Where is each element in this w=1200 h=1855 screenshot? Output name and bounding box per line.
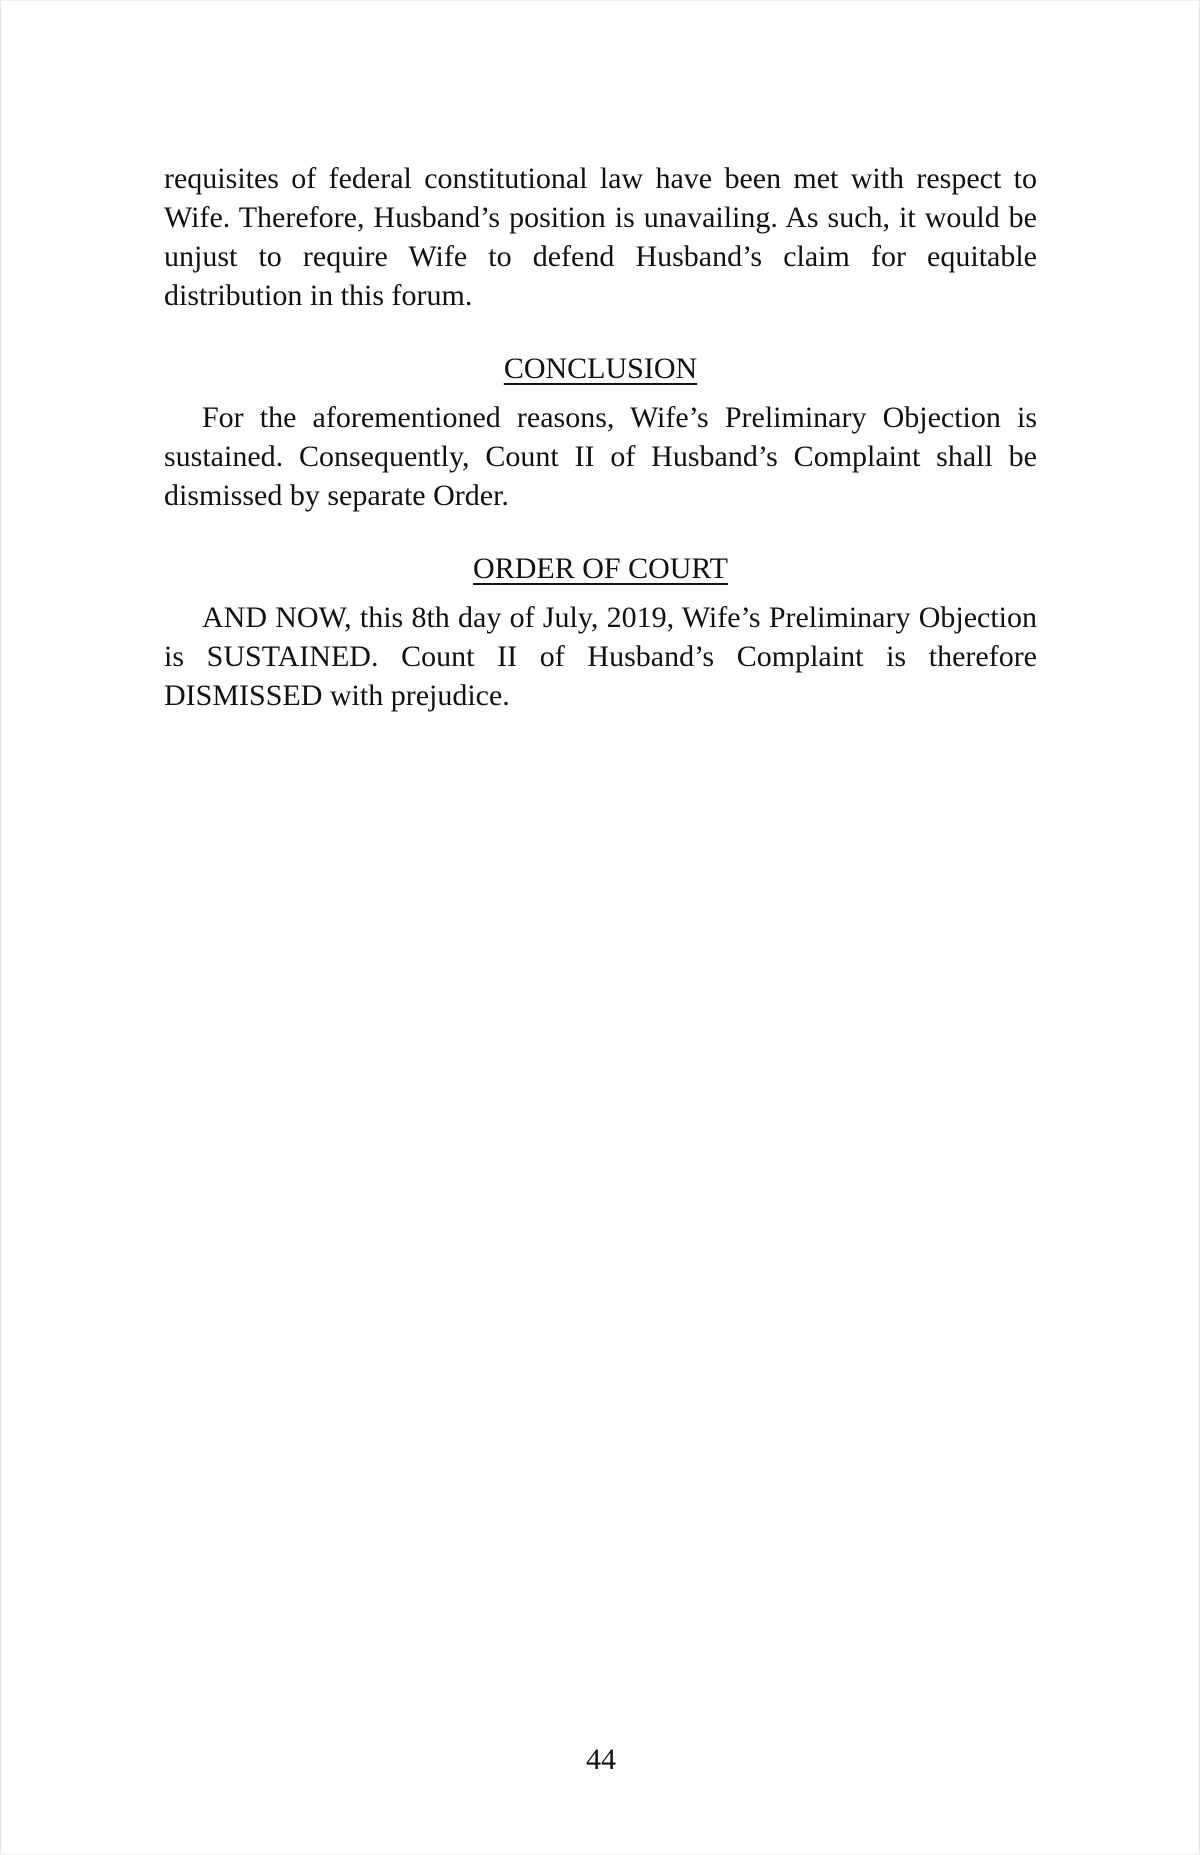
order-of-court-heading: ORDER OF COURT [473,552,728,585]
conclusion-paragraph: For the aforementioned reasons, Wife’s Preliminary Objection is sustained. Consequently, Count II of Husband’s Complaint shall be dismissed by separate Order. [164,401,1037,512]
page-number: 44 [586,1743,616,1776]
order-paragraph: AND NOW, this 8th day of July, 2019, Wife’s Preliminary Objection is SUSTAINED. Count II of Husband’s Complaint is therefore DISMISSED with prejudice. [164,601,1037,712]
conclusion-heading: CONCLUSION [503,352,698,385]
paragraph-continuation: requisites of federal constitutional law have been met with respect to Wife. Therefore, Husband’s position is unavailing. As such, it would be unjust to require Wife to defend Husband’s claim for equitable distribution in this forum. [164,162,1037,312]
page-body [164,159,1037,715]
